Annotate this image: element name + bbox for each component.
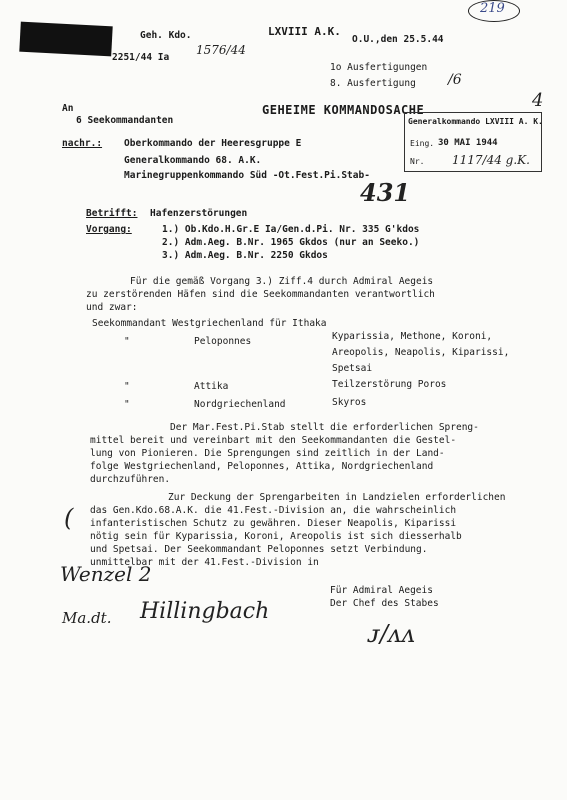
copy-number: 8. Ausfertigung (330, 78, 416, 89)
ref-left: Geh. Kdo. (140, 30, 192, 41)
an-label: An (62, 103, 74, 114)
stamp-eing-date: 30 MAI 1944 (438, 138, 498, 148)
copy-count: 1o Ausfertigungen (330, 62, 428, 73)
para2-line-2: mittel bereit und vereinbart mit den Seekommandanten die Gestel- (90, 435, 457, 446)
vorgang-3: 3.) Adm.Aeg. B.Nr. 2250 Gkdos (162, 250, 328, 261)
vorgang-label: Vorgang: (86, 224, 132, 235)
para3-line-3: infanteristischen Schutz zu gewähren. Dieser Neapolis, Kiparissi (90, 518, 457, 529)
command-region: Attika (194, 381, 229, 392)
para3-line-4: nötig sein für Kyparissia, Koroni, Areopolis ist sich diesserhalb (90, 531, 462, 542)
hand-note-1: Wenzel 2 (60, 562, 152, 586)
para1-line-1: Für die gemäß Vorgang 3.) Ziff.4 durch Admiral Aegeis (130, 276, 434, 287)
signature-line-1: Für Admiral Aegeis (330, 585, 433, 596)
handwritten-signature: Hillingbach (140, 599, 270, 624)
hand-note-2: Ma.dt. (62, 609, 112, 627)
an-value: 6 Seekommandanten (76, 115, 174, 126)
classification-title: GEHEIME KOMMANDOSACHE (262, 103, 425, 117)
vorgang-1: 1.) Ob.Kdo.H.Gr.E Ia/Gen.d.Pi. Nr. 335 G'kdos (162, 224, 420, 235)
signature-line-2: Der Chef des Stabes (330, 598, 439, 609)
nachr-line-2: Generalkommando 68. A.K. (124, 155, 262, 166)
nachr-line-3: Marinegruppenkommando Süd -Ot.Fest.Pi.Stab- (124, 170, 370, 181)
para2-line-3: lung von Pionieren. Die Sprengungen sind zeitlich in der Land- (90, 448, 445, 459)
command-region: Nordgriechenland (194, 399, 286, 410)
betrifft-label: Betrifft: (86, 208, 138, 219)
para2-line-5: durchzuführen. (90, 474, 171, 485)
corps-designation: LXVIII A.K. (268, 25, 341, 38)
hand-number: 431 (360, 178, 411, 207)
para3-line-5: und Spetsai. Der Seekommandant Peloponnes setzt Verbindung. (90, 544, 428, 555)
command-ports: Kyparissia, Methone, Koroni, (332, 331, 493, 342)
redaction-blot (19, 22, 112, 57)
chief-signature-mark: ᴊ/ᴧᴧ (368, 620, 416, 648)
para3-line-1: Zur Deckung der Sprengarbeiten in Landzielen erforderlichen (168, 492, 506, 503)
command-mark: " (124, 381, 130, 392)
place-date: O.U.,den 25.5.44 (352, 34, 444, 45)
copy-handwritten: /6 (448, 72, 462, 88)
para3-line-6: unmittelbar mit der 41.Fest.-Division in (90, 557, 319, 568)
command-ports: Areopolis, Neapolis, Kiparissi, (332, 347, 510, 358)
margin-bracket: ( (64, 504, 74, 532)
para2-line-1: Der Mar.Fest.Pi.Stab stellt die erforderlichen Spreng- (170, 422, 479, 433)
para3-line-2: das Gen.Kdo.68.A.K. die 41.Fest.-Division an, die wahrscheinlich (90, 505, 457, 516)
command-mark: " (124, 336, 130, 347)
archive-number: 219 (480, 1, 505, 16)
command-mark: " (124, 399, 130, 410)
ref-handwritten: 1576/44 (196, 43, 246, 57)
para1-line-3: und zwar: (86, 302, 138, 313)
para1-line-2: zu zerstörenden Häfen sind die Seekommandanten verantwortlich (86, 289, 435, 300)
command-ports: Spetsai (332, 363, 373, 374)
margin-mark: 4 (532, 90, 544, 111)
stamp-nr-value: 1117/44 g.K. (452, 153, 530, 167)
para2-line-4: folge Westgriechenland, Peloponnes, Attika, Nordgriechenland (90, 461, 434, 472)
stamp-line1: Generalkommando LXVIII A. K. (408, 117, 543, 126)
nachr-line-1: Oberkommando der Heeresgruppe E (124, 138, 302, 149)
command-ports: Teilzerstörung Poros (332, 379, 447, 390)
betrifft-value: Hafenzerstörungen (150, 208, 248, 219)
vorgang-2: 2.) Adm.Aeg. B.Nr. 1965 Gkdos (nur an Seeko.) (162, 237, 420, 248)
command-ports: Skyros (332, 397, 367, 408)
nachr-label: nachr.: (62, 138, 103, 149)
ref-line2: 2251/44 Ia (112, 52, 170, 63)
command-region: Peloponnes (194, 336, 252, 347)
command-first-line: Seekommandant Westgriechenland für Ithaka (92, 318, 327, 329)
stamp-nr-label: Nr. (410, 157, 425, 166)
stamp-eing-label: Eing. (410, 139, 435, 148)
